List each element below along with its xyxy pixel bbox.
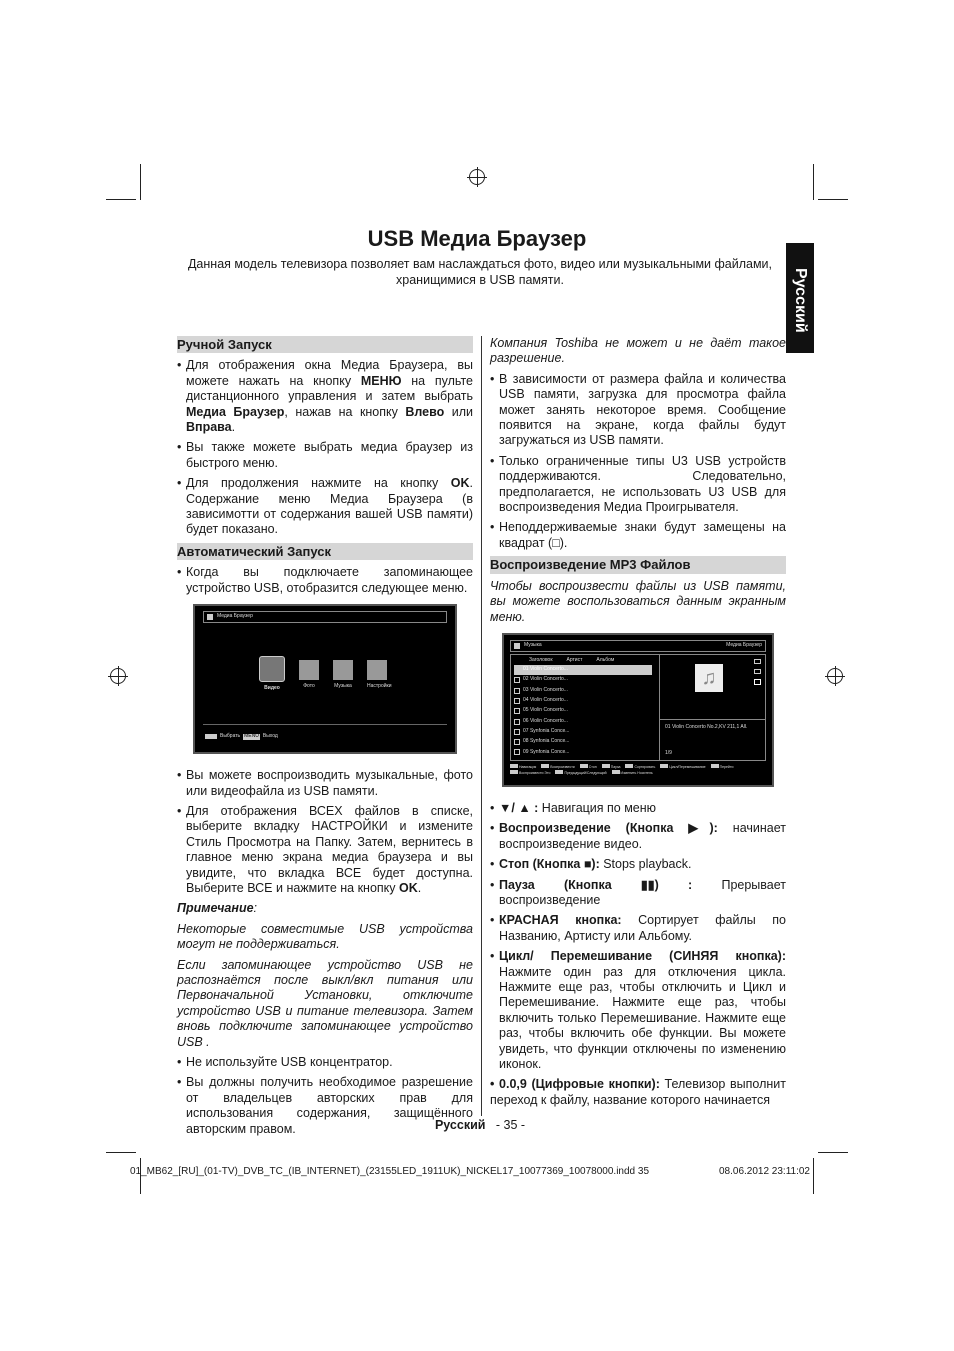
key-icon [541,764,549,768]
paragraph [490,1077,786,1108]
photo-icon [299,660,319,680]
track-row[interactable] [514,665,652,675]
bold-text: Медиа Браузер [186,404,285,419]
track-row[interactable] [514,686,652,696]
nav-keys-icon [205,734,217,739]
hint-exit: Выход [262,733,278,740]
menu-item-photo: Фото [303,683,315,690]
bold-text: Вправа [186,420,232,435]
registration-mark-icon [110,668,126,684]
hint-label: Цикл/Перемешивание [669,764,706,769]
hint-label: Предыдущий/Следующий [564,770,607,775]
track-title: 01 Violin Concerto... [523,666,568,673]
text: Если запоминающее устройство USB не распознаётся после выкл/вкл питания или Первоначальной Установки, отключите устройство USB и питание телевизора. Затем вновь подключите запоминающее устройство USB . [177,957,473,1049]
menu-item-video: Видео [264,685,280,692]
text: Вы можете воспроизводить музыкальные, фото или видеофайла из USB памяти. [186,768,473,798]
note-icon [514,749,520,755]
list-item [490,821,786,852]
left-column [177,336,473,1142]
text: Только ограниченные типы U3 USB устройств поддерживаются. Следовательно, предполагается, не использовать U3 USB для воспроизведения Медиа Проигрывателя. [499,453,786,515]
text: Для продолжения нажмите на кнопку [186,476,451,491]
bold-text: Пауза (Кнопка ▮▮) : [499,877,693,892]
track-title: 02 Violin Concerto... [523,676,568,683]
page-number [0,1118,954,1132]
key-icon [612,770,620,774]
track-title: 05 Violin Concerto... [523,707,568,714]
track-title: 08 Synfonia Conce... [523,738,570,745]
print-footer [130,1166,810,1177]
key-icon [625,764,633,768]
key-icon [660,764,668,768]
bold-text: Цикл/ Перемешивание (СИНЯЯ кнопка): [499,949,786,964]
paragraph [177,958,473,1050]
paragraph [490,579,786,625]
bold-text: Воспроизведение (Кнопка ▶): [499,821,718,836]
bold-text: МЕНЮ [360,373,402,388]
settings-icon [367,660,387,680]
bold-text: Стоп (Кнопка ■): [499,857,600,872]
text: . Содержание меню Медиа Браузера (в зависимотти от содержания вашей USB памяти) будет показано. [186,476,473,537]
list-item [177,1055,473,1070]
key-icon [602,764,610,768]
album-art-icon: ♫ [695,664,723,692]
note-icon [514,739,520,745]
text: Некоторые совместимые USB устройства могут не поддерживаться. [177,921,473,952]
hint-item [510,770,550,775]
list-item [490,913,786,944]
track-row[interactable] [514,706,652,716]
section-heading [177,336,473,353]
page-language: Русский [434,1118,486,1132]
note-icon [514,688,520,694]
text: Вы должны получить необходимое разрешение от владельцев авторских прав для использования содержания, защищённого авторским правом. [186,1075,473,1136]
paragraph [490,336,786,367]
track-title: 04 Violin Concerto... [523,697,568,704]
text: Нажмите один раз для отключения цикла. Нажмите еще раз, чтобы отключить и Цикл и Перемешивание. Нажмите еще раз, чтобы включить только Перемешивание. Нажмите еще раз, чтобы включить обе функции. Вы можете увидеть, что функции отключены по изменению иконок. [499,964,786,1071]
key-icon [580,764,588,768]
text: Для отображения окна Медиа Браузера, вы можете нажать на кнопку [186,358,473,388]
list-item [177,565,473,596]
bold-text: КРАСНАЯ кнопка: [499,913,622,928]
text: на пульте дистанционного управления и затем выбрать [186,373,473,404]
column-album: Альбом [596,656,615,663]
list-item [490,949,786,1072]
hint-label: Навигация [519,764,537,769]
text: , нажав на кнопку [284,404,406,419]
track-row[interactable] [514,727,652,737]
text: Вы также можете выбрать медиа браузер из быстрого меню. [186,440,473,470]
list-item [490,801,786,816]
bold-text: Влево [405,404,445,419]
bold-text: OK [399,880,418,895]
section-heading [177,543,473,560]
text: Сортирует файлы по Названию, Артисту или Альбому. [499,913,786,943]
text: Stops playback. [599,857,692,872]
track-title: 03 Violin Concerto... [523,686,568,693]
column-title: Заголовок [529,656,553,663]
footer-date: 08.06.2012 23:11:02 [718,1166,810,1177]
text: Когда вы подключаете запоминающее устройство USB, отобразится следующее меню. [186,565,473,595]
hint-label: Пауза [610,764,621,769]
key-icon [510,764,518,768]
bold-text: • 0.0,9 (Цифровые кнопки): [490,1077,660,1092]
track-row[interactable] [514,737,652,747]
menu-item-settings: Настройки [367,683,392,690]
hint-item [510,764,536,769]
text: Не используйте USB концентратор. [186,1055,393,1069]
text: Ручной Запуск [177,337,272,352]
track-row[interactable] [514,716,652,726]
note-icon [514,729,520,735]
text: или [444,404,474,419]
list-item [177,358,473,435]
note-icon [514,677,520,683]
text: Автоматический Запуск [177,543,332,559]
music-browser-screenshot [502,633,774,787]
list-item [490,878,786,909]
text: Воспроизведение MP3 Файлов [490,557,691,573]
screen-title: Медиа Браузер [217,613,253,620]
text: . [231,420,236,435]
hint-item [612,770,653,775]
bold-text: OK [450,476,470,491]
text: Неподдерживаемые знаки будут замещены на квадрат (□). [499,520,786,550]
hint-label: Воспроизвести [550,764,575,769]
hint-label: Перейти [719,764,734,769]
right-column [490,336,786,1113]
bold-text: Примечание [177,901,254,916]
track-title: 09 Synfonia Conce... [523,748,570,755]
text: . [417,880,422,895]
bold-text: ▼/ ▲ : [499,800,539,815]
hint-item [625,764,655,769]
text: начинает воспроизведение видео. [499,821,786,851]
text: : [253,901,258,916]
video-icon [259,656,285,682]
now-playing: 01 Violin Concerto No.2,KV 211,1 All. [665,723,748,730]
paragraph [177,901,473,916]
hint-label: Сортировать [634,764,656,769]
key-icon [510,770,518,774]
app-name: Медиа Браузер [726,642,762,649]
language-tab: Русский [786,243,814,353]
list-item [490,857,786,872]
hint-item [602,764,621,769]
page-title: USB Медиа Браузер [367,226,587,251]
hint-item [541,764,574,769]
hint-select: Выбрать [220,733,241,740]
hint-item [711,764,734,769]
menu-item-music: Музыка [334,683,352,690]
track-position: 1/9 [665,749,672,756]
section-heading [490,556,786,573]
text: Для отображения ВСЕХ файлов в списке, выберите вкладку НАСТРОЙКИ и измените Стиль Просмотра на Папку. Затем, вернитесь в главное меню экрана медиа браузера и вы увидите, что вкладка ВСЕ будет доступна. Выберите ВСЕ и нажмите на кнопку [186,803,473,895]
page-number-value: - 35 - [495,1118,526,1132]
column-divider [481,336,482,1116]
track-title: 07 Synfonia Conce... [523,727,570,734]
column-artist: Артист [566,656,583,663]
text: Прерывает воспроизведение [499,877,786,907]
list-item [177,476,473,538]
paragraph [177,922,473,953]
text: В зависимости от размера файла и количества USB памяти, загрузка для просмотра файла может занять некоторое время. Сообщение появится на экране, когда файлы будут загружаться из USB памяти. [499,371,786,448]
note-icon [514,667,520,673]
registration-mark-icon [827,668,843,684]
list-item [490,520,786,551]
track-row[interactable] [514,747,652,757]
media-icon [207,614,213,620]
text: Навигация по меню [538,800,657,815]
registration-mark-icon [469,169,485,185]
key-icon [555,770,563,774]
hint-label: Воспроизвести Это [519,770,551,775]
list-item [177,768,473,799]
track-row[interactable] [514,696,652,706]
hint-label: Стоп [588,764,597,769]
media-browser-screenshot [193,604,457,754]
list-item [490,372,786,449]
screen-title: Музыка [524,642,542,649]
menu-key: MENU [244,733,259,740]
key-icon [711,764,719,768]
note-icon [514,719,520,725]
text: Телевизор выполнит переход к файлу, название которого начинается [490,1077,786,1107]
footer-filename: 01_MB62_[RU]_(01-TV)_DVB_TC_(IB_INTERNET)_(23155LED_1911UK)_NICKEL17_10077369_10078000.indd 35 [130,1166,650,1177]
text: Компания Toshiba не может и не даёт такое разрешение. [490,336,786,366]
note-icon [514,708,520,714]
track-row[interactable] [514,675,652,685]
music-icon [514,643,520,649]
side-icons [754,659,761,685]
hint-item [660,764,705,769]
hint-label: Изменить Носитель [620,770,653,775]
list-item [177,440,473,471]
hint-item [580,764,597,769]
hint-item [555,770,606,775]
note-icon [514,698,520,704]
list-item [490,454,786,516]
track-title: 06 Violin Concerto... [523,717,568,724]
intro-text: Данная модель телевизора позволяет вам наслаждаться фото, видео или музыкальными файлами, хранищимися в USB памяти. [187,257,773,287]
music-icon [333,660,353,680]
text: Чтобы воспроизвести файлы из USB памяти, вы можете воспользоваться данным экранным меню. [490,578,786,624]
list-item [177,804,473,896]
